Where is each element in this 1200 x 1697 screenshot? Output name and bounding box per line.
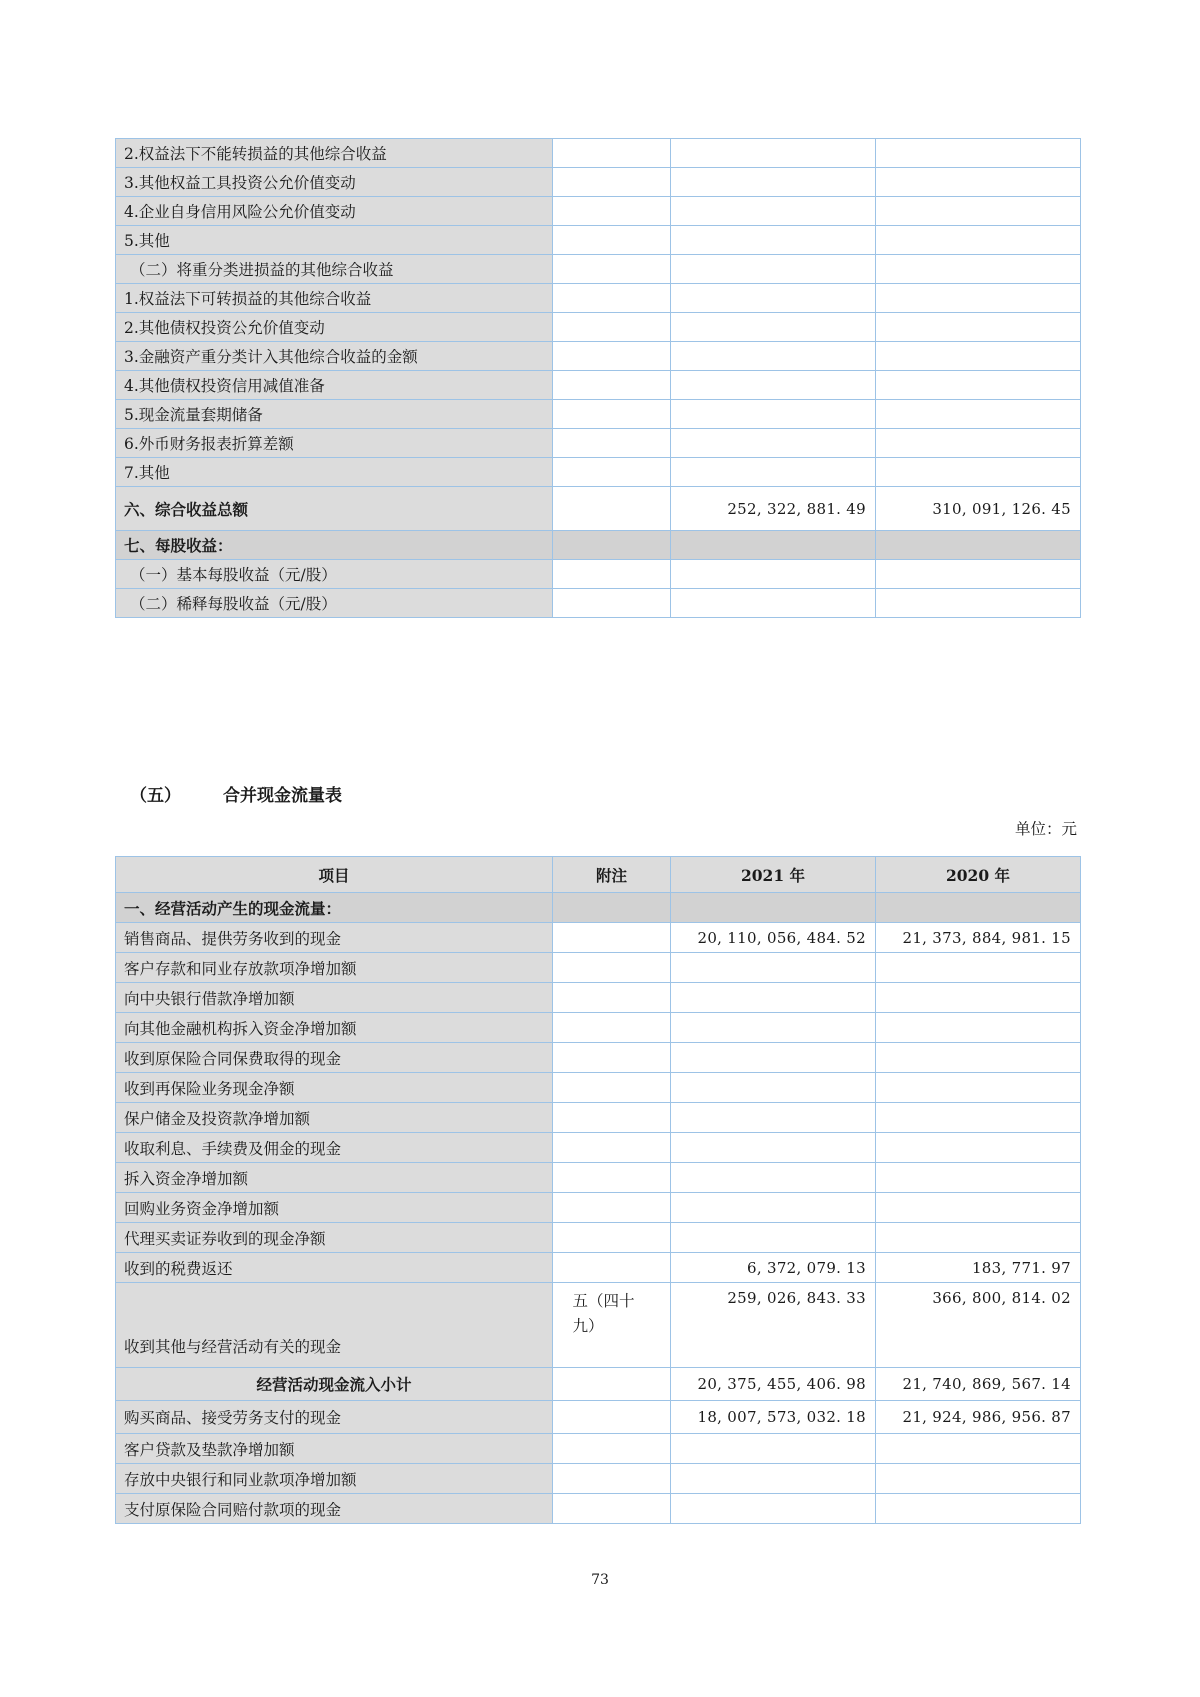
column-header-note: 附注 [553,857,671,893]
value-2021-cell [671,1223,876,1253]
value-2021-cell [671,1494,876,1524]
note-cell [553,1368,671,1401]
item-label-cell: 收到其他与经营活动有关的现金 [116,1283,553,1368]
table-row [116,1163,1081,1193]
table-row [116,284,1081,313]
note-cell [553,487,671,531]
item-label-cell: 收到的税费返还 [116,1253,553,1283]
value-2020-cell [876,983,1081,1013]
note-cell [553,342,671,371]
item-label-cell: 收到再保险业务现金净额 [116,1073,553,1103]
item-label-cell: 3.其他权益工具投资公允价值变动 [116,168,553,197]
note-cell [553,1283,671,1368]
item-label-cell: 销售商品、提供劳务收到的现金 [116,923,553,953]
value-2021-cell [671,197,876,226]
item-label-cell: 客户存款和同业存放款项净增加额 [116,953,553,983]
note-cell [553,139,671,168]
value-2020-cell [876,1103,1081,1133]
note-cell [553,1073,671,1103]
table-row [116,371,1081,400]
item-label-cell: 4.企业自身信用风险公允价值变动 [116,197,553,226]
value-2021-cell [671,1464,876,1494]
item-label-cell: 向其他金融机构拆入资金净增加额 [116,1013,553,1043]
value-2020-cell: 366, 800, 814. 02 [876,1283,1081,1368]
table-row [116,313,1081,342]
item-label-cell: 拆入资金净增加额 [116,1163,553,1193]
value-2021-cell [671,255,876,284]
column-header-2020: 2020 年 [876,857,1081,893]
item-label-cell: 支付原保险合同赔付款项的现金 [116,1494,553,1524]
item-label-cell: 4.其他债权投资信用减值准备 [116,371,553,400]
value-2021-cell: 20, 110, 056, 484. 52 [671,923,876,953]
item-label-cell: 收到原保险合同保费取得的现金 [116,1043,553,1073]
table-row [116,1223,1081,1253]
value-2021-cell [671,893,876,923]
value-2020-cell [876,531,1081,560]
note-cell [553,1013,671,1043]
value-2021-cell [671,1133,876,1163]
table-row [116,1494,1081,1524]
note-cell [553,1494,671,1524]
note-cell [553,313,671,342]
table-row [116,893,1081,923]
value-2021-cell: 6, 372, 079. 13 [671,1253,876,1283]
value-2020-cell [876,1494,1081,1524]
item-label-cell: 向中央银行借款净增加额 [116,983,553,1013]
item-label-cell: 7.其他 [116,458,553,487]
value-2020-cell [876,1073,1081,1103]
table-row [116,1193,1081,1223]
value-2021-cell [671,371,876,400]
value-2020-cell: 21, 740, 869, 567. 14 [876,1368,1081,1401]
value-2020-cell [876,953,1081,983]
table-row [116,255,1081,284]
value-2020-cell [876,589,1081,618]
unit-label: 单位：元 [1014,820,1077,838]
value-2020-cell [876,560,1081,589]
item-label-cell: 1.权益法下可转损益的其他综合收益 [116,284,553,313]
column-header-item: 项目 [116,857,553,893]
value-2020-cell [876,1193,1081,1223]
note-cell [553,400,671,429]
value-2020-cell [876,429,1081,458]
value-2021-cell [671,560,876,589]
value-2021-cell: 18, 007, 573, 032. 18 [671,1401,876,1434]
item-label-cell: 客户贷款及垫款净增加额 [116,1434,553,1464]
table-row [116,1368,1081,1401]
comprehensive-income-table [115,138,1081,618]
note-cell [553,255,671,284]
cashflow-table [115,856,1081,1524]
note-cell [553,560,671,589]
table-row [116,1133,1081,1163]
value-2021-cell [671,1434,876,1464]
note-cell [553,1434,671,1464]
note-cell [553,226,671,255]
value-2021-cell [671,429,876,458]
item-label-cell: 经营活动现金流入小计 [116,1368,553,1401]
table-row [116,1103,1081,1133]
table-row [116,923,1081,953]
item-label-cell: （一）基本每股收益（元/股） [116,560,553,589]
item-label-cell: （二）将重分类进损益的其他综合收益 [116,255,553,284]
table-row [116,197,1081,226]
value-2021-cell [671,139,876,168]
value-2020-cell [876,313,1081,342]
table-row [116,342,1081,371]
value-2021-cell [671,983,876,1013]
item-label-cell: 保户储金及投资款净增加额 [116,1103,553,1133]
note-cell [553,983,671,1013]
note-cell [553,429,671,458]
value-2021-cell [671,342,876,371]
value-2020-cell [876,400,1081,429]
section-name: 合并现金流量表 [223,786,342,806]
note-cell [553,284,671,313]
table-row [116,1073,1081,1103]
item-label-cell: 代理买卖证券收到的现金净额 [116,1223,553,1253]
note-cell [553,589,671,618]
value-2020-cell [876,168,1081,197]
value-2020-cell [876,1163,1081,1193]
value-2020-cell [876,284,1081,313]
table-row [116,983,1081,1013]
value-2021-cell: 259, 026, 843. 33 [671,1283,876,1368]
value-2021-cell [671,531,876,560]
column-header-2021: 2021 年 [671,857,876,893]
note-cell [553,953,671,983]
note-cell [553,1401,671,1434]
item-label-cell: 5.其他 [116,226,553,255]
value-2020-cell [876,255,1081,284]
value-2021-cell [671,168,876,197]
value-2020-cell [876,197,1081,226]
item-label-cell: 购买商品、接受劳务支付的现金 [116,1401,553,1434]
note-cell [553,1193,671,1223]
item-label-cell: 回购业务资金净增加额 [116,1193,553,1223]
table-row [116,531,1081,560]
table-row [116,400,1081,429]
item-label-cell: 一、经营活动产生的现金流量： [116,893,553,923]
note-cell [553,1103,671,1133]
table-row [116,226,1081,255]
value-2021-cell [671,1163,876,1193]
value-2020-cell [876,893,1081,923]
table-row [116,458,1081,487]
table-row [116,560,1081,589]
item-label-cell: 5.现金流量套期储备 [116,400,553,429]
table-row [116,429,1081,458]
value-2020-cell [876,458,1081,487]
value-2021-cell [671,1043,876,1073]
table-row [116,1401,1081,1434]
table-row [116,1283,1081,1368]
value-2021-cell: 252, 322, 881. 49 [671,487,876,531]
value-2021-cell [671,953,876,983]
item-label-cell: 6.外币财务报表折算差额 [116,429,553,458]
value-2020-cell [876,1043,1081,1073]
note-cell [553,1133,671,1163]
note-cell [553,458,671,487]
table-row [116,1434,1081,1464]
item-label-cell: 七、每股收益： [116,531,553,560]
table-row [116,953,1081,983]
value-2021-cell [671,400,876,429]
section-title [130,781,342,806]
item-label-cell: 六、综合收益总额 [116,487,553,531]
value-2021-cell [671,589,876,618]
item-label-cell: 存放中央银行和同业款项净增加额 [116,1464,553,1494]
table-row [116,1043,1081,1073]
item-label-cell: 2.其他债权投资公允价值变动 [116,313,553,342]
note-cell [553,531,671,560]
table-row [116,1464,1081,1494]
value-2020-cell [876,139,1081,168]
value-2020-cell: 21, 924, 986, 956. 87 [876,1401,1081,1434]
table-row [116,139,1081,168]
item-label-cell: 2.权益法下不能转损益的其他综合收益 [116,139,553,168]
note-cell [553,197,671,226]
value-2020-cell [876,1013,1081,1043]
note-cell [553,1464,671,1494]
value-2020-cell [876,342,1081,371]
value-2020-cell [876,1464,1081,1494]
note-cell [553,1223,671,1253]
value-2020-cell [876,1133,1081,1163]
table-row [116,487,1081,531]
value-2021-cell [671,1103,876,1133]
value-2020-cell [876,371,1081,400]
value-2021-cell: 20, 375, 455, 406. 98 [671,1368,876,1401]
item-label-cell: （二）稀释每股收益（元/股） [116,589,553,618]
value-2021-cell [671,226,876,255]
note-cell [553,1253,671,1283]
table-row [116,1253,1081,1283]
note-cell [553,371,671,400]
item-label-cell: 3.金融资产重分类计入其他综合收益的金额 [116,342,553,371]
value-2020-cell: 310, 091, 126. 45 [876,487,1081,531]
table-row [116,168,1081,197]
note-text: 五（四十九） [572,1292,635,1335]
value-2020-cell [876,1434,1081,1464]
value-2021-cell [671,1013,876,1043]
value-2021-cell [671,313,876,342]
value-2020-cell: 183, 771. 97 [876,1253,1081,1283]
note-cell [553,1163,671,1193]
page-number: 73 [591,1572,609,1588]
item-label-cell: 收取利息、手续费及佣金的现金 [116,1133,553,1163]
value-2020-cell: 21, 373, 884, 981. 15 [876,923,1081,953]
value-2021-cell [671,458,876,487]
value-2020-cell [876,226,1081,255]
note-cell [553,923,671,953]
table-row [116,1013,1081,1043]
value-2020-cell [876,1223,1081,1253]
value-2021-cell [671,1073,876,1103]
cashflow-header-row [116,857,1081,893]
value-2021-cell [671,284,876,313]
table-row [116,589,1081,618]
value-2021-cell [671,1193,876,1223]
section-number: （五） [130,786,181,806]
note-cell [553,1043,671,1073]
note-cell [553,168,671,197]
note-cell [553,893,671,923]
